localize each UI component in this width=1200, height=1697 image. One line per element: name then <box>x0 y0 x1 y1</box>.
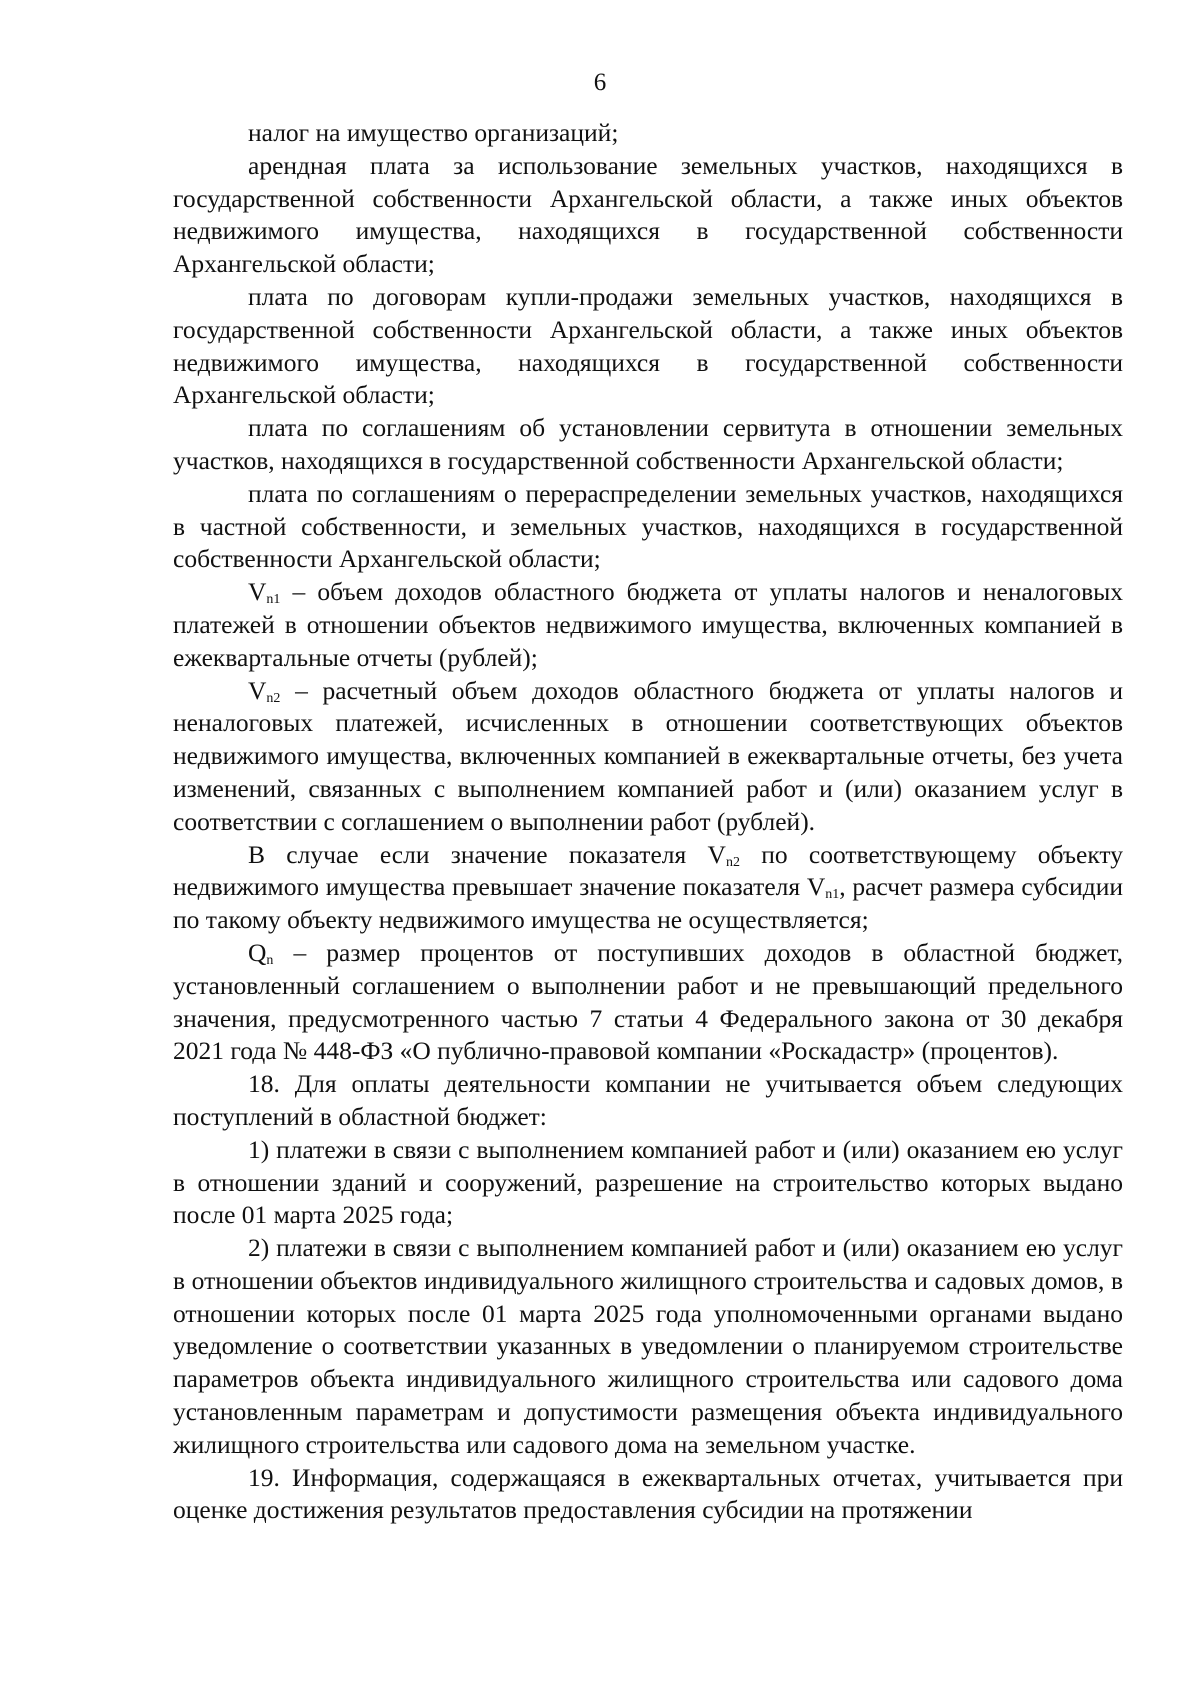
formula-symbol: V <box>707 839 726 869</box>
paragraph-servitude-payment: плата по соглашениям об установлении сервитута в отношении земельных участков, находящихся в государственной собственности Архангельской области; <box>173 413 1123 475</box>
paragraph-vn2-definition <box>173 675 1123 839</box>
formula-subscript: n2 <box>266 690 281 706</box>
paragraph-vn-comparison <box>173 839 1123 937</box>
formula-subscript: n2 <box>725 854 740 870</box>
formula-subscript: n1 <box>825 887 840 903</box>
paragraph-item-18: 18. Для оплаты деятельности компании не учитывается объем следующих поступлений в областной бюджет: <box>173 1069 1123 1131</box>
paragraph-rent-payment: арендная плата за использование земельных участков, находящихся в государственной собственности Архангельской области, а также иных объектов недвижимого имущества, находящихся в государственной собственности Архангельской области; <box>173 150 1123 279</box>
paragraph-item-18-1: 1) платежи в связи с выполнением компанией работ и (или) оказанием ею услуг в отношении зданий и сооружений, разрешение на строительство которых выдано после 01 марта 2025 года; <box>173 1134 1123 1230</box>
paragraph-sale-payment: плата по договорам купли-продажи земельных участков, находящихся в государственной собственности Архангельской области, а также иных объектов недвижимого имущества, находящихся в государственной собственности Архангельской области; <box>173 281 1123 410</box>
page-number: 6 <box>593 69 607 96</box>
document-body <box>173 117 1123 1527</box>
definition-text: – объем доходов областного бюджета от уплаты налогов и неналоговых платежей в отношении объектов недвижимого имущества, включенных компанией в ежеквартальные отчеты (рублей); <box>173 577 1123 672</box>
paragraph-item-19: 19. Информация, содержащаяся в ежеквартальных отчетах, учитывается при оценке достижения результатов предоставления субсидии на протяжении <box>173 1462 1123 1525</box>
paragraph-redistribution-payment: плата по соглашениям о перераспределении земельных участков, находящихся в частной собственности, и земельных участков, находящихся в государственной собственности Архангельской области; <box>173 478 1123 574</box>
formula-subscript: n <box>266 952 274 968</box>
paragraph-vn1-definition <box>173 576 1123 674</box>
formula-symbol: V <box>248 577 267 607</box>
comparison-text-part-1: В случае если значение показателя <box>248 839 708 869</box>
formula-subscript: n1 <box>266 592 281 608</box>
paragraph-qn-definition <box>173 937 1123 1068</box>
formula-symbol: Q <box>248 937 267 967</box>
definition-text: – размер процентов от поступивших доходов в областной бюджет, установленный соглашением о выполнении работ и не превышающий предельного значения, предусмотренного частью 7 статьи 4 Федерального закона от 30 декабря 2021 года № 448-ФЗ «О публично-правовой компании «Роскадастр» (процентов). <box>173 937 1123 1066</box>
formula-symbol: V <box>806 872 826 902</box>
comparison-text-part-3: , расчет размера субсидии по такому объекту недвижимого имущества не осуществляется; <box>173 872 1123 935</box>
formula-symbol: V <box>248 675 267 705</box>
comparison-text-part-2: по соответствующему объекту недвижимого имущества превышает значение показателя <box>173 839 1123 902</box>
definition-text: – расчетный объем доходов областного бюджета от уплаты налогов и неналоговых платежей, исчисленных в отношении соответствующих объектов недвижимого имущества, включенных компанией в ежеквартальные отчеты, без учета изменений, связанных с выполнением компанией работ и (или) оказанием услуг в соответствии с соглашением о выполнении работ (рублей). <box>173 675 1123 836</box>
paragraph-item-18-2: 2) платежи в связи с выполнением компанией работ и (или) оказанием ею услуг в отношении объектов индивидуального жилищного строительства и садовых домов, в отношении которых после 01 марта 2025 года уполномоченными органами выдано уведомление о соответствии указанных в уведомлении о планируемом строительстве параметров объекта индивидуального жилищного строительства или садового дома установленным параметрам и допустимости размещения объекта индивидуального жилищного строительства или садового дома на земельном участке. <box>173 1233 1123 1459</box>
paragraph-property-tax: налог на имущество организаций; <box>248 118 619 147</box>
